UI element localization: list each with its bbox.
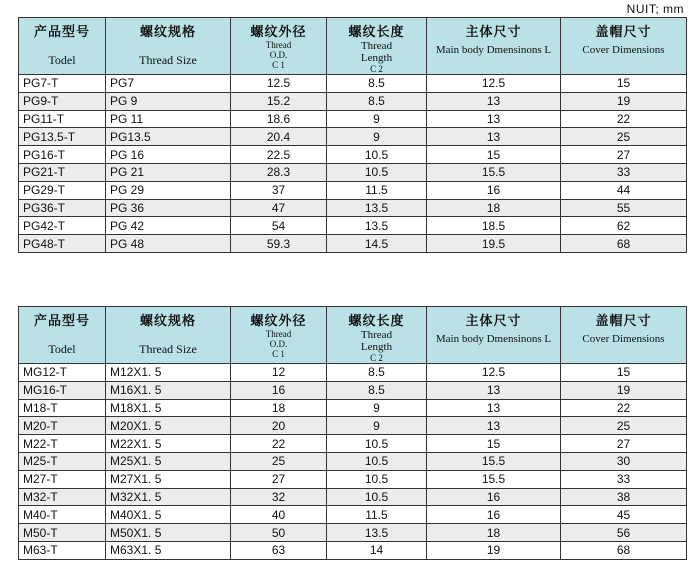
body-dimension-cell: 15.5 (427, 163, 561, 181)
pg-spec-table (18, 17, 687, 253)
cover-dimension-cell: 56 (561, 524, 687, 542)
model-cell: PG36-T (19, 199, 106, 217)
thread-length-cell: 8.5 (327, 75, 427, 93)
body-dimension-cell: 13 (427, 92, 561, 110)
model-cell: MG16-T (19, 381, 106, 399)
cover-dimension-cell: 30 (561, 452, 687, 470)
thread-length-cell: 8.5 (327, 92, 427, 110)
thread-size-cell: M12X1. 5 (106, 364, 231, 382)
thread-length-cell: 10.5 (327, 146, 427, 164)
thread-length-cell: 8.5 (327, 381, 427, 399)
thread-od-cell: 22 (231, 435, 327, 453)
cover-dimension-cell: 15 (561, 364, 687, 382)
thread-od-cell: 54 (231, 217, 327, 235)
table-header-row (19, 307, 687, 364)
thread-length-cell: 10.5 (327, 488, 427, 506)
body-dimension-cell: 18.5 (427, 217, 561, 235)
thread-length-cell: 14 (327, 541, 427, 559)
body-dimension-cell: 18 (427, 524, 561, 542)
thread-size-cell: PG 29 (106, 181, 231, 199)
body-dimension-cell: 18 (427, 199, 561, 217)
table-row (19, 435, 687, 453)
thread-od-cell: 28.3 (231, 163, 327, 181)
thread-length-cell: 9 (327, 128, 427, 146)
body-dimension-cell: 19.5 (427, 235, 561, 253)
table-header-row (19, 18, 687, 75)
model-cell: M32-T (19, 488, 106, 506)
thread-size-cell: PG13.5 (106, 128, 231, 146)
thread-length-cell: 13.5 (327, 199, 427, 217)
header-thread-size: 螺纹规格 Thread Size (106, 18, 231, 75)
thread-od-cell: 27 (231, 470, 327, 488)
cover-dimension-cell: 44 (561, 181, 687, 199)
header-thread-length: 螺纹长度 Thread Length C 2 (327, 307, 427, 364)
table-row (19, 381, 687, 399)
table-row (19, 199, 687, 217)
thread-od-cell: 25 (231, 452, 327, 470)
thread-size-cell: M20X1. 5 (106, 417, 231, 435)
m-spec-table (18, 306, 687, 560)
thread-size-cell: PG 11 (106, 110, 231, 128)
thread-length-cell: 13.5 (327, 524, 427, 542)
model-cell: M22-T (19, 435, 106, 453)
table-row (19, 399, 687, 417)
cover-dimension-cell: 55 (561, 199, 687, 217)
body-dimension-cell: 15 (427, 435, 561, 453)
unit-label: NUIT; mm (626, 2, 684, 16)
cover-dimension-cell: 27 (561, 146, 687, 164)
thread-size-cell: M18X1. 5 (106, 399, 231, 417)
thread-length-cell: 10.5 (327, 470, 427, 488)
cover-dimension-cell: 19 (561, 92, 687, 110)
thread-od-cell: 15.2 (231, 92, 327, 110)
thread-size-cell: PG 48 (106, 235, 231, 253)
thread-od-cell: 18 (231, 399, 327, 417)
thread-length-cell: 9 (327, 417, 427, 435)
thread-size-cell: PG7 (106, 75, 231, 93)
model-cell: M27-T (19, 470, 106, 488)
table-row (19, 506, 687, 524)
model-cell: PG9-T (19, 92, 106, 110)
thread-size-cell: PG 36 (106, 199, 231, 217)
body-dimension-cell: 16 (427, 181, 561, 199)
table-row (19, 110, 687, 128)
body-dimension-cell: 12.5 (427, 364, 561, 382)
thread-od-cell: 47 (231, 199, 327, 217)
thread-length-cell: 8.5 (327, 364, 427, 382)
body-dimension-cell: 13 (427, 128, 561, 146)
thread-length-cell: 10.5 (327, 163, 427, 181)
model-cell: PG11-T (19, 110, 106, 128)
body-dimension-cell: 13 (427, 399, 561, 417)
cover-dimension-cell: 38 (561, 488, 687, 506)
cover-dimension-cell: 25 (561, 128, 687, 146)
thread-od-cell: 63 (231, 541, 327, 559)
header-thread-od: 螺纹外径 Thread O.D. C 1 (231, 18, 327, 75)
model-cell: M20-T (19, 417, 106, 435)
thread-size-cell: M22X1. 5 (106, 435, 231, 453)
cover-dimension-cell: 19 (561, 381, 687, 399)
table-row (19, 128, 687, 146)
thread-size-cell: M16X1. 5 (106, 381, 231, 399)
body-dimension-cell: 16 (427, 506, 561, 524)
thread-length-cell: 11.5 (327, 506, 427, 524)
table-row (19, 75, 687, 93)
cover-dimension-cell: 33 (561, 470, 687, 488)
table-row (19, 92, 687, 110)
header-thread-length: 螺纹长度 Thread Length C 2 (327, 18, 427, 75)
header-thread-size: 螺纹规格 Thread Size (106, 307, 231, 364)
thread-length-cell: 9 (327, 399, 427, 417)
thread-length-cell: 9 (327, 110, 427, 128)
header-model: 产品型号 Todel (19, 307, 106, 364)
thread-od-cell: 40 (231, 506, 327, 524)
header-body-dimensions: 主体尺寸 Main body Dmensinons L (427, 307, 561, 364)
cover-dimension-cell: 68 (561, 541, 687, 559)
model-cell: MG12-T (19, 364, 106, 382)
body-dimension-cell: 13 (427, 110, 561, 128)
body-dimension-cell: 15 (427, 146, 561, 164)
thread-od-cell: 22.5 (231, 146, 327, 164)
thread-od-cell: 20 (231, 417, 327, 435)
model-cell: M50-T (19, 524, 106, 542)
header-body-dimensions: 主体尺寸 Main body Dmensinons L (427, 18, 561, 75)
cover-dimension-cell: 15 (561, 75, 687, 93)
table-row (19, 364, 687, 382)
cover-dimension-cell: 27 (561, 435, 687, 453)
table-row (19, 217, 687, 235)
body-dimension-cell: 19 (427, 541, 561, 559)
thread-length-cell: 10.5 (327, 452, 427, 470)
model-cell: PG7-T (19, 75, 106, 93)
body-dimension-cell: 15.5 (427, 470, 561, 488)
thread-od-cell: 12.5 (231, 75, 327, 93)
thread-size-cell: M50X1. 5 (106, 524, 231, 542)
body-dimension-cell: 13 (427, 381, 561, 399)
thread-od-cell: 18.6 (231, 110, 327, 128)
table-row (19, 524, 687, 542)
thread-length-cell: 13.5 (327, 217, 427, 235)
thread-size-cell: M27X1. 5 (106, 470, 231, 488)
table-row (19, 235, 687, 253)
thread-size-cell: M40X1. 5 (106, 506, 231, 524)
thread-od-cell: 37 (231, 181, 327, 199)
model-cell: M63-T (19, 541, 106, 559)
thread-od-cell: 20.4 (231, 128, 327, 146)
cover-dimension-cell: 22 (561, 399, 687, 417)
table-row (19, 541, 687, 559)
thread-size-cell: PG 21 (106, 163, 231, 181)
thread-size-cell: PG 42 (106, 217, 231, 235)
cover-dimension-cell: 62 (561, 217, 687, 235)
thread-size-cell: M32X1. 5 (106, 488, 231, 506)
cover-dimension-cell: 33 (561, 163, 687, 181)
thread-length-cell: 10.5 (327, 435, 427, 453)
model-cell: PG16-T (19, 146, 106, 164)
model-cell: M18-T (19, 399, 106, 417)
thread-od-cell: 12 (231, 364, 327, 382)
thread-od-cell: 50 (231, 524, 327, 542)
header-cover-dimensions: 盖帽尺寸 Cover Dimensions (561, 18, 687, 75)
thread-size-cell: M63X1. 5 (106, 541, 231, 559)
table-row (19, 181, 687, 199)
table-row (19, 146, 687, 164)
thread-size-cell: M25X1. 5 (106, 452, 231, 470)
header-cover-dimensions: 盖帽尺寸 Cover Dimensions (561, 307, 687, 364)
table-row (19, 488, 687, 506)
cover-dimension-cell: 22 (561, 110, 687, 128)
thread-length-cell: 14.5 (327, 235, 427, 253)
model-cell: PG42-T (19, 217, 106, 235)
table-row (19, 163, 687, 181)
model-cell: M25-T (19, 452, 106, 470)
cover-dimension-cell: 45 (561, 506, 687, 524)
cover-dimension-cell: 68 (561, 235, 687, 253)
model-cell: M40-T (19, 506, 106, 524)
cover-dimension-cell: 25 (561, 417, 687, 435)
model-cell: PG13.5-T (19, 128, 106, 146)
body-dimension-cell: 12.5 (427, 75, 561, 93)
model-cell: PG21-T (19, 163, 106, 181)
table-row (19, 470, 687, 488)
table-row (19, 452, 687, 470)
model-cell: PG29-T (19, 181, 106, 199)
thread-od-cell: 59.3 (231, 235, 327, 253)
thread-od-cell: 16 (231, 381, 327, 399)
body-dimension-cell: 13 (427, 417, 561, 435)
body-dimension-cell: 15.5 (427, 452, 561, 470)
model-cell: PG48-T (19, 235, 106, 253)
thread-od-cell: 32 (231, 488, 327, 506)
thread-length-cell: 11.5 (327, 181, 427, 199)
thread-size-cell: PG 16 (106, 146, 231, 164)
table-row (19, 417, 687, 435)
header-model: 产品型号 Todel (19, 18, 106, 75)
header-thread-od: 螺纹外径 Thread O.D. C 1 (231, 307, 327, 364)
body-dimension-cell: 16 (427, 488, 561, 506)
thread-size-cell: PG 9 (106, 92, 231, 110)
